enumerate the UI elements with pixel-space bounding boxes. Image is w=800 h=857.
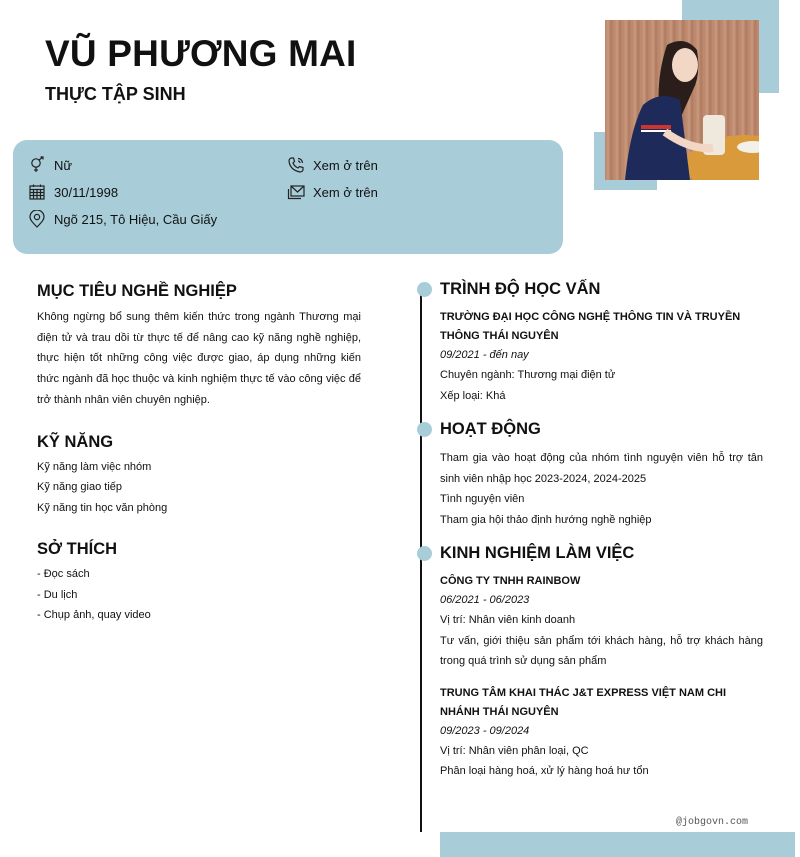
job-title: THỰC TẬP SINH <box>45 84 186 104</box>
section-hobbies <box>37 539 361 626</box>
skill-item: Kỹ năng làm việc nhóm <box>37 460 152 473</box>
left-column <box>37 281 361 647</box>
photo-illustration <box>605 20 759 180</box>
skills-list <box>37 457 361 519</box>
timeline-line <box>420 290 422 832</box>
timeline-dot-icon <box>417 282 432 297</box>
experience-detail: Phân loại hàng hoá, xử lý hàng hoá hư tổn <box>440 765 649 777</box>
activity-item: Tham gia hội thảo định hướng nghề nghiệp <box>440 513 652 526</box>
contact-phone <box>287 156 378 174</box>
objective-text: Không ngừng bổ sung thêm kiến thức trong ngành Thương mại điện tử và trau dồi từ thực tế để nâng cao kỹ năng nghề nghiệp, thực hiện tốt những công việc được giao, áp dụng những kiến thức ngành đã học thuộc và kinh nghiệm thực tế vào công việc để trở thành nhân viên chuyên nghiệp. <box>37 311 361 406</box>
watermark: @jobgovn.com <box>676 817 749 828</box>
company-name: TRUNG TÂM KHAI THÁC J&T EXPRESS VIỆT NAM CHI NHÁNH THÁI NGUYÊN <box>440 686 727 718</box>
contact-email <box>287 183 378 201</box>
hobby-item: - Du lịch <box>37 588 78 601</box>
phone-value: Xem ở trên <box>313 157 378 173</box>
experience-detail: Tư vấn, giới thiệu sản phẩm tới khách hàng, hỗ trợ khách hàng trong quá trình sử dụng sản phẩm <box>440 634 763 667</box>
hobbies-title: SỞ THÍCH <box>37 540 118 559</box>
timeline-dot-icon <box>417 422 432 437</box>
skills-title: KỸ NĂNG <box>37 432 114 451</box>
section-education <box>440 278 763 406</box>
hobby-item: - Đọc sách <box>37 568 90 581</box>
candidate-name: VŨ PHƯƠNG MAI <box>45 33 357 74</box>
section-activities <box>440 418 763 530</box>
education-detail: Chuyên ngành: Thương mại điện tử <box>440 369 616 381</box>
company-name: CÔNG TY TNHH RAINBOW <box>440 575 581 587</box>
hobbies-list <box>37 564 361 626</box>
skill-item: Kỹ năng giao tiếp <box>37 481 123 494</box>
experience-period: 09/2023 - 09/2024 <box>440 724 530 737</box>
location-pin-icon <box>28 210 46 228</box>
calendar-icon <box>28 183 46 201</box>
section-experience <box>440 542 763 782</box>
section-skills <box>37 432 361 519</box>
hobby-item: - Chụp ảnh, quay video <box>37 609 151 622</box>
address-value: Ngõ 215, Tô Hiệu, Cầu Giấy <box>54 211 218 227</box>
activities-title: HOẠT ĐỘNG <box>440 420 541 438</box>
phone-icon <box>287 156 305 174</box>
profile-photo <box>605 20 759 180</box>
skill-item: Kỹ năng tin học văn phòng <box>37 501 168 514</box>
dob-value: 30/11/1998 <box>54 184 119 200</box>
school-name: TRƯỜNG ĐẠI HỌC CÔNG NGHỆ THÔNG TIN VÀ TRUYỀN THÔNG THÁI NGUYÊN <box>440 311 741 342</box>
contact-address <box>28 210 217 228</box>
experience-detail: Vị trí: Nhân viên kinh doanh <box>440 614 576 626</box>
section-objective <box>37 281 361 411</box>
gender-value: Nữ <box>54 157 73 173</box>
gender-icon <box>28 156 46 174</box>
mail-icon <box>287 183 305 201</box>
education-period: 09/2021 - đến nay <box>440 349 529 361</box>
email-value: Xem ở trên <box>313 184 378 200</box>
decor-block-bottom <box>440 832 795 857</box>
activity-item: Tình nguyện viên <box>440 493 525 505</box>
right-column <box>440 278 763 794</box>
activity-item: Tham gia vào hoạt động của nhóm tình nguyện viên hỗ trợ tân sinh viên nhập học 2023-2024, 2024-2025 <box>440 452 763 485</box>
contact-dob <box>28 183 118 201</box>
experience-detail: Vị trí: Nhân viên phân loại, QC <box>440 744 589 757</box>
objective-title: MỤC TIÊU NGHỀ NGHIỆP <box>37 282 237 300</box>
experience-entry <box>440 572 763 672</box>
contact-info-panel <box>13 140 563 254</box>
experience-title: KINH NGHIỆM LÀM VIỆC <box>440 544 635 562</box>
contact-gender <box>28 156 72 174</box>
experience-period: 06/2021 - 06/2023 <box>440 594 530 606</box>
timeline-dot-icon <box>417 546 432 561</box>
education-detail: Xếp loại: Khá <box>440 389 506 402</box>
experience-entry <box>440 684 763 782</box>
education-title: TRÌNH ĐỘ HỌC VẤN <box>440 280 601 298</box>
